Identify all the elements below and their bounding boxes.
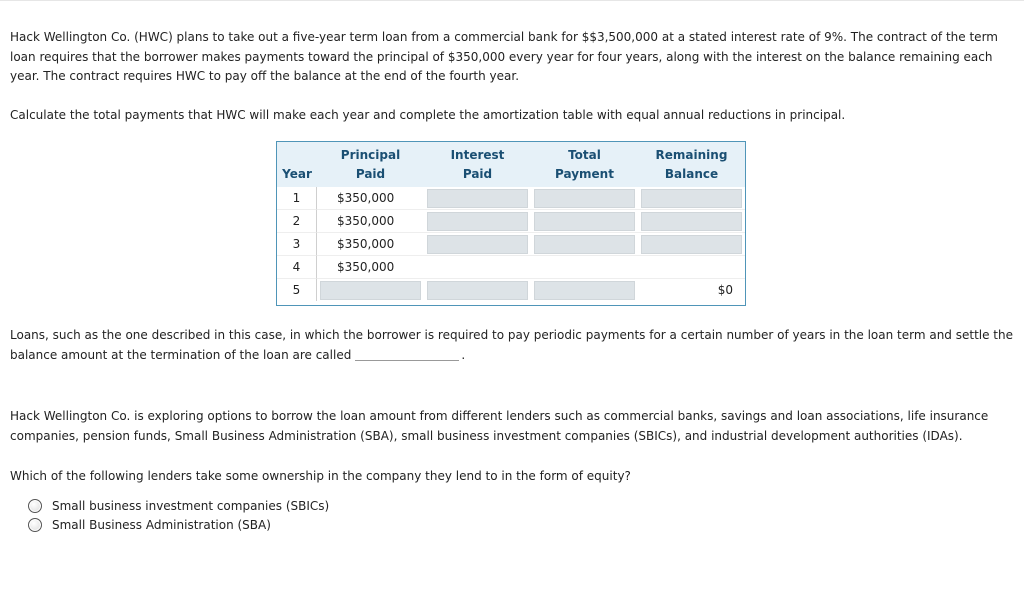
- header-year: Year: [277, 142, 317, 187]
- total-payment-input-year-5[interactable]: [534, 281, 635, 300]
- principal-cell: $350,000: [317, 187, 424, 210]
- radio-button[interactable]: [28, 499, 42, 513]
- lenders-context: Hack Wellington Co. is exploring options to borrow the loan amount from different lenders such as commercial banks, savings and loan associations, life insurance companies, pension funds, Small Business Administration (SBA), small business investment companies (SBICs), and industrial development authorities (IDAs).: [10, 409, 989, 443]
- header-total-payment: Total Payment: [531, 142, 638, 187]
- header-interest-paid: Interest Paid: [424, 142, 531, 187]
- interest-input-year-5[interactable]: [427, 281, 528, 300]
- header-remaining-balance: Remaining Balance: [638, 142, 745, 187]
- header-principal-paid: Principal Paid: [317, 142, 424, 187]
- year-cell: 3: [277, 233, 317, 256]
- instructions: Calculate the total payments that HWC will make each year and complete the amortization table with equal annual reductions in principal.: [10, 108, 846, 122]
- total-payment-input-year-2[interactable]: [534, 212, 635, 231]
- table-row: [277, 210, 745, 233]
- remaining-balance-input-year-2[interactable]: [641, 212, 742, 231]
- option-sbics[interactable]: [28, 497, 329, 515]
- table-header-row: [277, 142, 745, 187]
- option-sba[interactable]: [28, 516, 271, 534]
- table-row: [277, 279, 745, 301]
- table-row: [277, 256, 745, 279]
- amortization-table: [276, 141, 746, 306]
- radio-button[interactable]: [28, 518, 42, 532]
- year-cell: 1: [277, 187, 317, 210]
- year-cell: 2: [277, 210, 317, 233]
- top-divider: [0, 0, 1024, 1]
- year-cell: 4: [277, 256, 317, 279]
- loan-type-answer-blank[interactable]: [355, 346, 459, 361]
- lenders-question: Which of the following lenders take some ownership in the company they lend to in the form of equity?: [10, 469, 631, 483]
- option-label: Small business investment companies (SBICs): [52, 499, 330, 513]
- loan-type-question: [10, 326, 1016, 365]
- table-row: [277, 233, 745, 256]
- total-payment-input-year-3[interactable]: [534, 235, 635, 254]
- interest-input-year-1[interactable]: [427, 189, 528, 208]
- remaining-balance-cell: $0: [717, 283, 733, 297]
- option-label: Small Business Administration (SBA): [52, 518, 271, 532]
- principal-input-year-5[interactable]: [320, 281, 421, 300]
- principal-cell: $350,000: [317, 256, 424, 279]
- loan-type-question-text: Loans, such as the one described in this case, in which the borrower is required to pay periodic payments for a certain number of years in the loan term and settle the balance amount at the termination of the loan are called: [10, 328, 1014, 362]
- interest-input-year-3[interactable]: [427, 235, 528, 254]
- principal-cell: $350,000: [317, 233, 424, 256]
- remaining-balance-input-year-3[interactable]: [641, 235, 742, 254]
- table-row: [277, 187, 745, 210]
- interest-input-year-2[interactable]: [427, 212, 528, 231]
- remaining-balance-input-year-1[interactable]: [641, 189, 742, 208]
- total-payment-input-year-1[interactable]: [534, 189, 635, 208]
- problem-statement: Hack Wellington Co. (HWC) plans to take out a five-year term loan from a commercial bank for $$3,500,000 at a stated interest rate of 9%. The contract of the term loan requires that the borrower makes payments toward the principal of $350,000 every year for four years, along with the interest on the balance remaining each year. The contract requires HWC to pay off the balance at the end of the fourth year.: [10, 30, 998, 83]
- principal-cell: $350,000: [317, 210, 424, 233]
- year-cell: 5: [277, 279, 317, 301]
- loan-type-question-period: .: [461, 347, 466, 362]
